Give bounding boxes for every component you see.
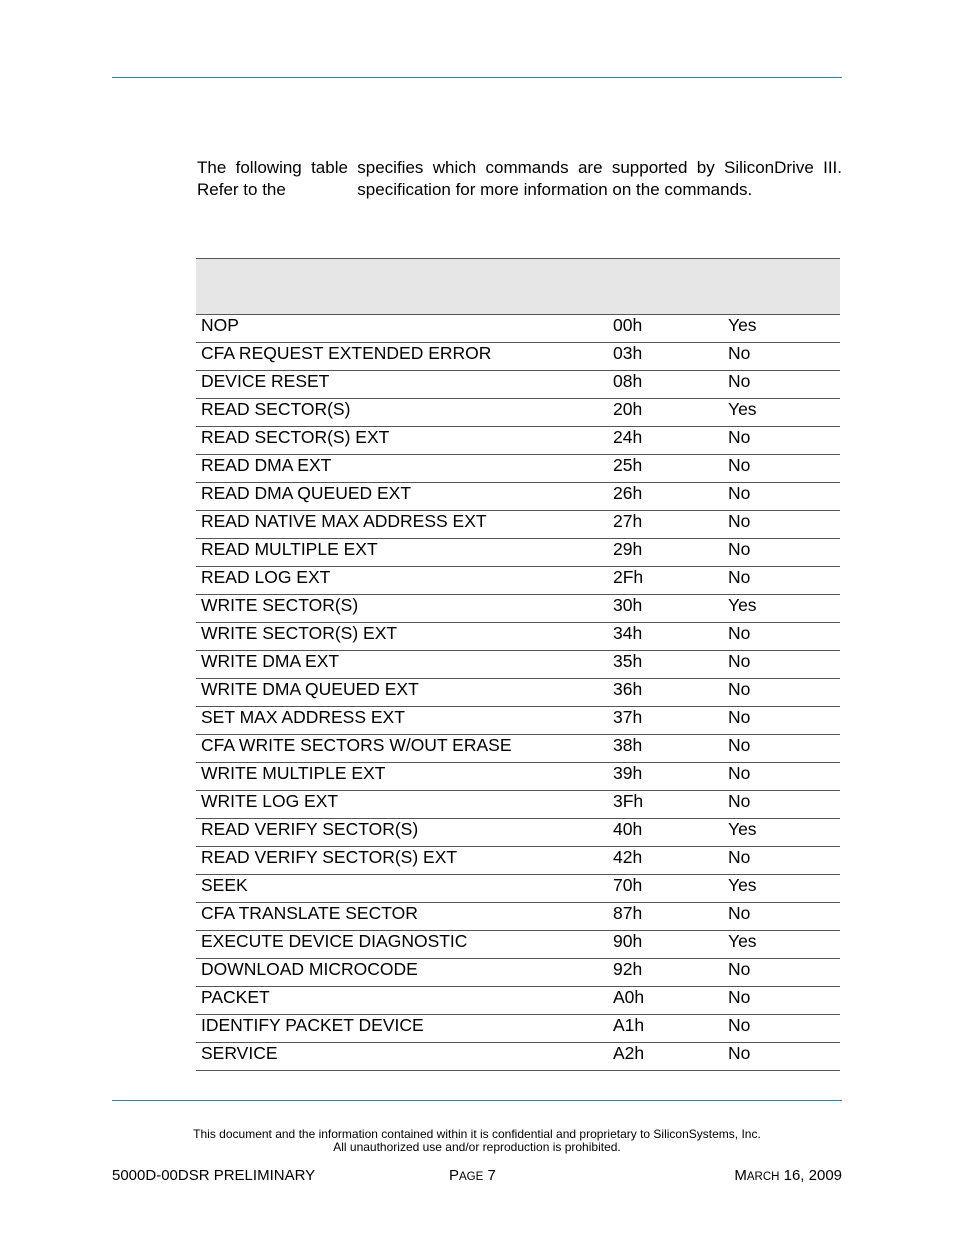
cell-opcode: 27h	[608, 511, 723, 539]
footer-page	[449, 1167, 496, 1186]
cell-command-name: WRITE SECTOR(S) EXT	[196, 623, 608, 651]
cell-opcode: 37h	[608, 707, 723, 735]
cell-opcode: 08h	[608, 371, 723, 399]
cell-supported: No	[723, 567, 840, 595]
date-month-rest: ARCH	[746, 1171, 780, 1183]
table-row	[196, 819, 840, 847]
cell-supported: No	[723, 1043, 840, 1071]
table-row	[196, 735, 840, 763]
page-label-rest: AGE	[459, 1171, 484, 1183]
cell-command-name: DOWNLOAD MICROCODE	[196, 959, 608, 987]
table-row	[196, 903, 840, 931]
cell-command-name: DEVICE RESET	[196, 371, 608, 399]
table-row	[196, 1043, 840, 1071]
cell-command-name: IDENTIFY PACKET DEVICE	[196, 1015, 608, 1043]
cell-command-name: CFA REQUEST EXTENDED ERROR	[196, 343, 608, 371]
cell-supported: No	[723, 707, 840, 735]
header-rule	[112, 77, 842, 78]
header-cell-supported	[723, 259, 840, 315]
cell-opcode: 70h	[608, 875, 723, 903]
cell-opcode: 92h	[608, 959, 723, 987]
cell-supported: Yes	[723, 399, 840, 427]
cell-command-name: SERVICE	[196, 1043, 608, 1071]
table-row	[196, 931, 840, 959]
table-row	[196, 595, 840, 623]
cell-command-name: WRITE SECTOR(S)	[196, 595, 608, 623]
confidential-line-2: All unauthorized use and/or reproduction is prohibited.	[333, 1140, 621, 1154]
cell-command-name: READ SECTOR(S) EXT	[196, 427, 608, 455]
cell-supported: No	[723, 1015, 840, 1043]
table-row	[196, 539, 840, 567]
cell-opcode: 36h	[608, 679, 723, 707]
cell-command-name: READ SECTOR(S)	[196, 399, 608, 427]
table-row	[196, 763, 840, 791]
cell-command-name: SET MAX ADDRESS EXT	[196, 707, 608, 735]
cell-command-name: READ MULTIPLE EXT	[196, 539, 608, 567]
cell-command-name: CFA TRANSLATE SECTOR	[196, 903, 608, 931]
cell-supported: No	[723, 343, 840, 371]
cell-opcode: A2h	[608, 1043, 723, 1071]
footer-date	[734, 1167, 842, 1186]
cell-opcode: 38h	[608, 735, 723, 763]
cell-supported: No	[723, 763, 840, 791]
cell-command-name: CFA WRITE SECTORS W/OUT ERASE	[196, 735, 608, 763]
footer-rule	[112, 1100, 842, 1101]
table-body	[196, 315, 840, 1071]
table-row	[196, 427, 840, 455]
cell-opcode: 25h	[608, 455, 723, 483]
cell-supported: No	[723, 847, 840, 875]
cell-opcode: 3Fh	[608, 791, 723, 819]
cell-opcode: 35h	[608, 651, 723, 679]
cell-command-name: WRITE DMA EXT	[196, 651, 608, 679]
table-row	[196, 679, 840, 707]
cell-opcode: A0h	[608, 987, 723, 1015]
table-row	[196, 847, 840, 875]
cell-supported: Yes	[723, 595, 840, 623]
table-row	[196, 371, 840, 399]
table-row	[196, 483, 840, 511]
cell-supported: No	[723, 623, 840, 651]
cell-command-name: READ DMA EXT	[196, 455, 608, 483]
page-number: 7	[487, 1167, 496, 1184]
cell-opcode: 30h	[608, 595, 723, 623]
cell-command-name: EXECUTE DEVICE DIAGNOSTIC	[196, 931, 608, 959]
intro-paragraph	[197, 157, 842, 201]
table-row	[196, 399, 840, 427]
table-header-row	[196, 259, 840, 315]
cell-command-name: PACKET	[196, 987, 608, 1015]
cell-supported: No	[723, 455, 840, 483]
cell-supported: No	[723, 679, 840, 707]
table-row	[196, 315, 840, 343]
cell-supported: No	[723, 511, 840, 539]
cell-opcode: 24h	[608, 427, 723, 455]
cell-command-name: READ VERIFY SECTOR(S)	[196, 819, 608, 847]
cell-supported: No	[723, 791, 840, 819]
cell-opcode: 03h	[608, 343, 723, 371]
table-row	[196, 511, 840, 539]
header-cell-command	[196, 259, 608, 315]
header-cell-code	[608, 259, 723, 315]
confidential-line-1: This document and the information contained within it is confidential and proprietary to SiliconSystems, Inc.	[193, 1127, 761, 1141]
cell-supported: No	[723, 903, 840, 931]
cell-supported: No	[723, 987, 840, 1015]
confidentiality-notice	[112, 1128, 842, 1154]
cell-supported: No	[723, 959, 840, 987]
cell-opcode: 26h	[608, 483, 723, 511]
cell-opcode: 20h	[608, 399, 723, 427]
footer-doc-id: 5000D-00DSR PRELIMINARY	[112, 1167, 316, 1184]
table-row	[196, 1015, 840, 1043]
cell-supported: Yes	[723, 819, 840, 847]
cell-command-name: READ VERIFY SECTOR(S) EXT	[196, 847, 608, 875]
cell-supported: Yes	[723, 315, 840, 343]
cell-command-name: SEEK	[196, 875, 608, 903]
table-row	[196, 707, 840, 735]
cell-command-name: WRITE MULTIPLE EXT	[196, 763, 608, 791]
cell-supported: No	[723, 735, 840, 763]
cell-supported: Yes	[723, 875, 840, 903]
table-row	[196, 567, 840, 595]
cell-supported: No	[723, 651, 840, 679]
table-row	[196, 987, 840, 1015]
cell-supported: No	[723, 371, 840, 399]
cell-opcode: 87h	[608, 903, 723, 931]
table-row	[196, 623, 840, 651]
cell-command-name: WRITE LOG EXT	[196, 791, 608, 819]
cell-opcode: 00h	[608, 315, 723, 343]
cell-supported: No	[723, 539, 840, 567]
cell-opcode: 39h	[608, 763, 723, 791]
cell-opcode: A1h	[608, 1015, 723, 1043]
cell-opcode: 2Fh	[608, 567, 723, 595]
date-day-year: 16, 2009	[783, 1167, 842, 1184]
cell-opcode: 90h	[608, 931, 723, 959]
table-row	[196, 343, 840, 371]
date-month-cap: M	[734, 1167, 747, 1184]
cell-supported: No	[723, 427, 840, 455]
table-row	[196, 875, 840, 903]
table-row	[196, 455, 840, 483]
cell-supported: Yes	[723, 931, 840, 959]
cell-opcode: 40h	[608, 819, 723, 847]
cell-opcode: 29h	[608, 539, 723, 567]
page-label-cap: P	[449, 1167, 460, 1184]
cell-command-name: NOP	[196, 315, 608, 343]
cell-command-name: READ DMA QUEUED EXT	[196, 483, 608, 511]
cell-command-name: READ NATIVE MAX ADDRESS EXT	[196, 511, 608, 539]
table-row	[196, 959, 840, 987]
command-support-table	[196, 258, 840, 1071]
cell-supported: No	[723, 483, 840, 511]
table-row	[196, 791, 840, 819]
intro-text-2: specification for more information on the commands.	[357, 180, 753, 199]
cell-opcode: 34h	[608, 623, 723, 651]
table-row	[196, 651, 840, 679]
cell-command-name: WRITE DMA QUEUED EXT	[196, 679, 608, 707]
cell-opcode: 42h	[608, 847, 723, 875]
intro-text-1: The following table specifies which commands are supported by SiliconDrive III. Refer to the	[197, 158, 842, 199]
cell-command-name: READ LOG EXT	[196, 567, 608, 595]
